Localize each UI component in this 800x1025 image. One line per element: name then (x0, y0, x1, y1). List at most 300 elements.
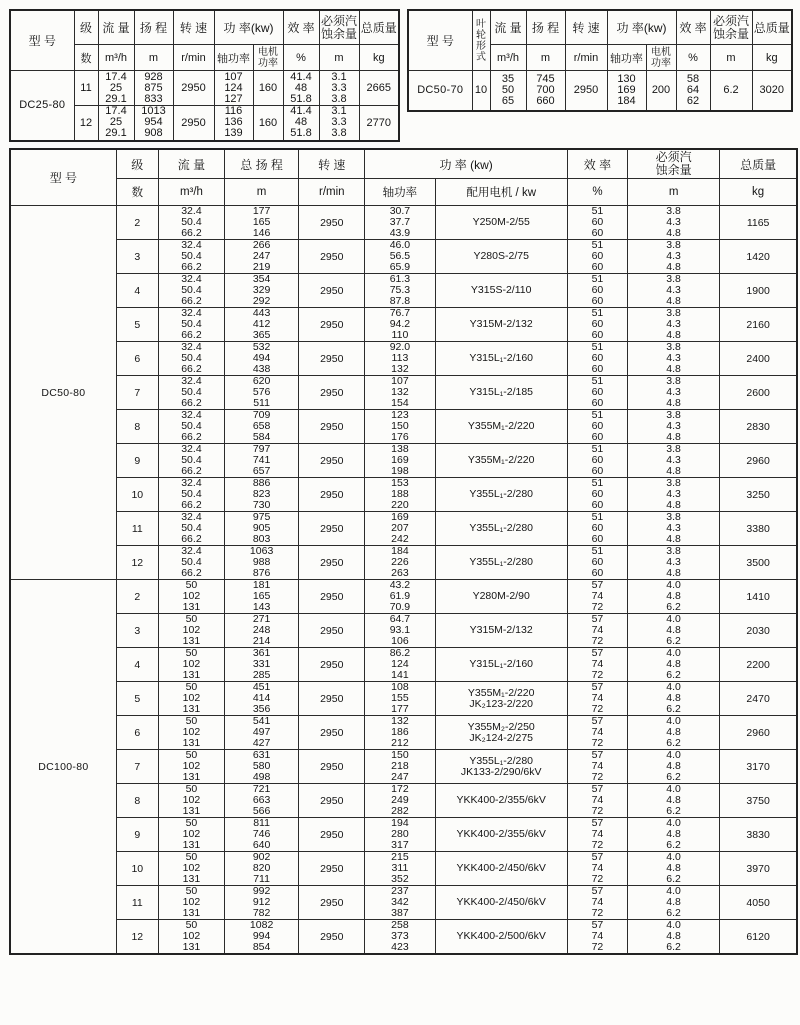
cell-npsh (628, 886, 720, 920)
cell-line: 41.4 (290, 105, 312, 118)
cell-line: 3.8 (666, 307, 681, 319)
cell-speed: 2950 (299, 614, 365, 648)
cell-line: 6.2 (666, 737, 681, 749)
cell-line: 640 (252, 839, 271, 851)
cell-line: 51 (591, 477, 604, 489)
cell-mass: 6120 (720, 920, 797, 955)
cell-line: 60 (591, 567, 604, 579)
cell-shaft (365, 886, 435, 920)
col-header-speed: 转 速 (173, 10, 214, 45)
cell-line: 70.9 (389, 601, 411, 613)
cell-line: 74 (591, 590, 604, 602)
npsh-label-line1: 必须汽 (712, 13, 749, 28)
cell-line: 48 (294, 81, 308, 94)
cell-stages: 11 (74, 71, 98, 106)
table-row (10, 478, 797, 512)
cell-line: 212 (391, 737, 409, 749)
cell-line: 131 (182, 907, 201, 919)
cell-line: 131 (182, 601, 201, 613)
cell-npsh (628, 818, 720, 852)
cell-motor (435, 750, 567, 784)
cell-line: 6.2 (666, 669, 681, 681)
cell-speed: 2950 (173, 71, 214, 106)
cell-npsh (628, 580, 720, 614)
cell-line: 72 (591, 669, 604, 681)
cell-flow (158, 818, 224, 852)
cell-line: 4.0 (666, 613, 681, 625)
cell-npsh (628, 376, 720, 410)
cell-line: 271 (252, 613, 271, 625)
cell-line: 131 (182, 703, 201, 715)
cell-line: 74 (591, 794, 604, 806)
cell-line: YKK400-2/355/6kV (456, 794, 546, 806)
cell-line: 50 (185, 783, 198, 795)
cell-eff (567, 308, 627, 342)
cell-stages: 7 (116, 376, 158, 410)
cell-motor (435, 886, 567, 920)
cell-mass: 2200 (720, 648, 797, 682)
cell-stages: 12 (116, 546, 158, 580)
cell-motor (435, 580, 567, 614)
cell-line: 329 (252, 284, 271, 296)
col-header-eff-unit: % (283, 45, 319, 71)
cell-line: 94.2 (389, 318, 411, 330)
cell-flow (98, 71, 134, 106)
cell-line: 131 (182, 839, 201, 851)
cell-npsh (628, 274, 720, 308)
cell-shaft (365, 648, 435, 682)
cell-line: 194 (391, 817, 409, 829)
col-header-mass: 总质量 (720, 149, 797, 179)
cell-line: 74 (591, 930, 604, 942)
cell-eff (567, 648, 627, 682)
cell-line: 220 (391, 499, 409, 511)
cell-speed: 2950 (299, 308, 365, 342)
table-row (10, 376, 797, 410)
cell-speed: 2950 (299, 444, 365, 478)
cell-npsh (628, 920, 720, 955)
cell-eff (567, 206, 627, 240)
col-header-npsh (319, 10, 359, 45)
cell-line: 51 (591, 443, 604, 455)
cell-line: 3.8 (331, 127, 347, 140)
cell-line: 50 (185, 919, 198, 931)
cell-line: 50.4 (181, 454, 202, 466)
cell-line: 4.0 (666, 579, 681, 591)
cell-line: Y250M-2/55 (472, 216, 530, 228)
cell-shaft (607, 71, 646, 111)
cell-line: 414 (252, 692, 271, 704)
cell-line: 4.8 (666, 760, 681, 772)
cell-line: 3.8 (666, 545, 681, 557)
cell-eff (567, 342, 627, 376)
cell-line: 50.4 (181, 488, 202, 500)
cell-line: 177 (252, 205, 271, 217)
cell-line: 6.2 (666, 703, 681, 715)
cell-line: 131 (182, 635, 201, 647)
cell-npsh (628, 410, 720, 444)
cell-line: Y315L₁-2/160 (469, 658, 534, 670)
cell-line: 247 (252, 250, 271, 262)
cell-motor (435, 342, 567, 376)
cell-line: 177 (391, 703, 409, 715)
col-header-speed: 转 速 (299, 149, 365, 179)
cell-flow (158, 512, 224, 546)
cell-mass: 4050 (720, 886, 797, 920)
cell-head (225, 410, 299, 444)
cell-line: 427 (252, 737, 271, 749)
cell-mass: 3970 (720, 852, 797, 886)
col-header-mass-unit: kg (752, 45, 792, 71)
cell-motor (435, 512, 567, 546)
cell-line: 584 (252, 431, 271, 443)
cell-line: 4.0 (666, 749, 681, 761)
cell-line: 60 (591, 499, 604, 511)
cell-line: 6.2 (666, 839, 681, 851)
cell-line: 74 (591, 862, 604, 874)
cell-line: 51 (591, 307, 604, 319)
cell-head (225, 342, 299, 376)
cell-line: 32.4 (181, 545, 202, 557)
cell-model: DC25-80 (10, 71, 74, 141)
table-row (10, 206, 797, 240)
cell-line: 803 (252, 533, 271, 545)
cell-line: 131 (182, 805, 201, 817)
col-header-npsh (710, 10, 752, 45)
cell-eff (283, 106, 319, 141)
cell-line: 102 (182, 896, 201, 908)
cell-motor (435, 648, 567, 682)
cell-flow (158, 376, 224, 410)
cell-eff (567, 444, 627, 478)
cell-line: 4.3 (666, 522, 681, 534)
cell-stages: 2 (116, 580, 158, 614)
cell-npsh (628, 308, 720, 342)
table-row (10, 71, 399, 106)
cell-flow (158, 750, 224, 784)
cell-flow (158, 852, 224, 886)
cell-speed: 2950 (173, 106, 214, 141)
cell-line: 51 (591, 205, 604, 217)
cell-line: Y355M₁-2/220 (467, 454, 535, 466)
cell-line: 60 (591, 227, 604, 239)
impeller-label-char: 叶 (476, 18, 486, 30)
cell-shaft (365, 580, 435, 614)
cell-stages: 10 (116, 852, 158, 886)
cell-speed: 2950 (299, 546, 365, 580)
cell-line: 60 (591, 465, 604, 477)
cell-line: Y355M₁-2/220 (467, 420, 535, 432)
cell-line: 66.2 (181, 329, 202, 341)
cell-mass: 3380 (720, 512, 797, 546)
cell-line: 658 (252, 420, 271, 432)
cell-line: 412 (252, 318, 271, 330)
cell-line: 57 (591, 817, 604, 829)
col-header-npsh-unit: m (710, 45, 752, 71)
cell-motor (435, 308, 567, 342)
cell-flow (158, 410, 224, 444)
cell-flow (158, 682, 224, 716)
cell-line: 365 (252, 329, 271, 341)
table-dc25-80 (9, 9, 400, 142)
cell-line: 902 (252, 851, 271, 863)
cell-line: 51.8 (290, 127, 312, 140)
cell-line: 143 (252, 601, 271, 613)
cell-line: 4.3 (666, 216, 681, 228)
cell-motor: 160 (253, 71, 283, 106)
cell-line: 72 (591, 601, 604, 613)
cell-line: 4.3 (666, 556, 681, 568)
cell-line: 1013 (141, 105, 166, 118)
cell-eff (567, 580, 627, 614)
cell-motor (435, 818, 567, 852)
cell-line: 50.4 (181, 556, 202, 568)
cell-line: 373 (391, 930, 409, 942)
cell-npsh (628, 546, 720, 580)
table-row (10, 886, 797, 920)
cell-speed: 2950 (299, 784, 365, 818)
cell-eff (567, 716, 627, 750)
cell-line: 6.2 (666, 907, 681, 919)
cell-line: 4.8 (666, 363, 681, 375)
cell-line: 50 (185, 681, 198, 693)
cell-line: 72 (591, 635, 604, 647)
cell-flow (158, 342, 224, 376)
cell-npsh (628, 852, 720, 886)
cell-speed: 2950 (299, 818, 365, 852)
cell-head (225, 886, 299, 920)
cell-mass: 3170 (720, 750, 797, 784)
cell-speed: 2950 (299, 206, 365, 240)
cell-line: 17.4 (105, 105, 127, 118)
cell-flow (158, 206, 224, 240)
cell-line: 1063 (249, 545, 274, 557)
cell-line: 60 (591, 318, 604, 330)
npsh-label-line1: 必须汽 (320, 13, 357, 28)
cell-line: 172 (391, 783, 409, 795)
cell-line: 74 (591, 828, 604, 840)
cell-motor (435, 920, 567, 955)
col-header-flow-unit: m³/h (98, 45, 134, 71)
cell-head (225, 682, 299, 716)
table-row (10, 274, 797, 308)
cell-line: 663 (252, 794, 271, 806)
cell-line: 50.4 (181, 352, 202, 364)
cell-line: 4.8 (666, 896, 681, 908)
cell-model: DC100-80 (10, 580, 116, 955)
cell-line: 50 (501, 83, 515, 96)
cell-motor (435, 376, 567, 410)
cell-speed: 2950 (299, 342, 365, 376)
cell-line: 1082 (249, 919, 274, 931)
cell-line: 317 (391, 839, 409, 851)
cell-line: Y315S-2/110 (470, 284, 532, 296)
cell-line: 215 (391, 851, 409, 863)
cell-speed: 2950 (299, 478, 365, 512)
cell-line: 102 (182, 726, 201, 738)
cell-line: 4.8 (666, 590, 681, 602)
table-row (10, 410, 797, 444)
col-header-shaft-power: 轴功率 (607, 45, 646, 71)
cell-line: 6.2 (666, 771, 681, 783)
col-header-impeller (472, 10, 490, 71)
col-header-head: 扬 程 (526, 10, 565, 45)
cell-eff (567, 376, 627, 410)
cell-mass: 3020 (752, 71, 792, 111)
cell-line: 741 (252, 454, 271, 466)
cell-speed: 2950 (299, 376, 365, 410)
col-header-motor-power (646, 45, 676, 71)
cell-line: 3.1 (331, 70, 347, 83)
cell-line: 4.3 (666, 420, 681, 432)
cell-line: 141 (391, 669, 409, 681)
table-row (10, 852, 797, 886)
cell-line: 72 (591, 703, 604, 715)
cell-line: 58 (686, 72, 700, 85)
cell-motor (435, 682, 567, 716)
cell-line: 113 (391, 352, 409, 364)
npsh-label-line2: 蚀余量 (712, 26, 749, 41)
cell-line: 4.8 (666, 567, 681, 579)
cell-shaft (214, 106, 253, 141)
cell-stages: 6 (116, 716, 158, 750)
cell-line: 214 (252, 635, 271, 647)
cell-line: 25 (109, 116, 123, 129)
cell-stages: 12 (74, 106, 98, 141)
cell-line: 954 (144, 116, 163, 129)
col-header-stages: 级 (74, 10, 98, 45)
cell-head (225, 920, 299, 955)
cell-line: 92.0 (389, 341, 411, 353)
cell-line: 4.8 (666, 658, 681, 670)
col-header-npsh (628, 149, 720, 179)
cell-line: 988 (252, 556, 271, 568)
cell-line: 3.8 (666, 409, 681, 421)
cell-line: 66.2 (181, 431, 202, 443)
cell-eff (567, 512, 627, 546)
cell-line: 25 (109, 81, 123, 94)
table-row (10, 784, 797, 818)
col-header-stages-unit: 数 (116, 179, 158, 206)
cell-line: 443 (252, 307, 271, 319)
col-header-model: 型 号 (10, 10, 74, 71)
cell-line: 64 (686, 83, 700, 96)
cell-eff (567, 410, 627, 444)
cell-line: 657 (252, 465, 271, 477)
cell-line: 72 (591, 907, 604, 919)
cell-line: 32.4 (181, 205, 202, 217)
cell-line: 992 (252, 885, 271, 897)
cell-mass: 2470 (720, 682, 797, 716)
col-header-stages-unit: 数 (74, 45, 98, 71)
cell-line: 60 (591, 295, 604, 307)
cell-line: 102 (182, 930, 201, 942)
cell-line: 3.8 (666, 205, 681, 217)
cell-head (225, 648, 299, 682)
cell-line: 4.8 (666, 499, 681, 511)
cell-line: 50.4 (181, 386, 202, 398)
cell-line: 218 (391, 760, 409, 772)
cell-line: 709 (252, 409, 271, 421)
cell-line: 60 (591, 397, 604, 409)
motor-label-line1: 电机 (258, 46, 278, 58)
cell-shaft (365, 444, 435, 478)
cell-line: 60 (591, 386, 604, 398)
top-tables-row (9, 9, 793, 142)
col-header-flow: 流 量 (490, 10, 526, 45)
col-header-npsh-unit: m (319, 45, 359, 71)
cell-line: 3.1 (331, 105, 347, 118)
cell-line: 576 (252, 386, 271, 398)
cell-npsh (319, 106, 359, 141)
cell-head (225, 546, 299, 580)
col-header-mass: 总质量 (752, 10, 792, 45)
cell-shaft (365, 240, 435, 274)
cell-line: 266 (252, 239, 271, 251)
cell-model: DC50-80 (10, 206, 116, 580)
cell-line: 4.0 (666, 885, 681, 897)
table-row (10, 648, 797, 682)
cell-line: 580 (252, 760, 271, 772)
cell-speed: 2950 (299, 240, 365, 274)
cell-line: 102 (182, 828, 201, 840)
cell-line: 57 (591, 579, 604, 591)
cell-line: 72 (591, 941, 604, 953)
impeller-label-char: 形 (476, 40, 486, 52)
cell-line: 875 (144, 81, 163, 94)
cell-npsh (628, 512, 720, 546)
cell-line: 102 (182, 862, 201, 874)
cell-eff (567, 852, 627, 886)
cell-line: 4.8 (666, 726, 681, 738)
cell-mass: 3750 (720, 784, 797, 818)
cell-mass: 3250 (720, 478, 797, 512)
cell-line: 4.8 (666, 862, 681, 874)
cell-line: 905 (252, 522, 271, 534)
cell-line: 3.8 (666, 511, 681, 523)
cell-line: 620 (252, 375, 271, 387)
cell-eff (567, 920, 627, 955)
cell-line: 4.3 (666, 454, 681, 466)
table-row (10, 444, 797, 478)
cell-line: 782 (252, 907, 271, 919)
cell-line: 32.4 (181, 511, 202, 523)
cell-line: 219 (252, 261, 271, 273)
cell-line: 146 (252, 227, 271, 239)
cell-motor: 200 (646, 71, 676, 111)
cell-line: 50 (185, 715, 198, 727)
cell-line: 242 (391, 533, 409, 545)
col-header-eff-unit: % (567, 179, 627, 206)
cell-line: 127 (224, 92, 243, 105)
cell-stages: 10 (116, 478, 158, 512)
cell-line: 37.7 (389, 216, 411, 228)
cell-line: 32.4 (181, 307, 202, 319)
cell-shaft (365, 920, 435, 955)
cell-line: 66.2 (181, 499, 202, 511)
col-header-speed: 转 速 (565, 10, 607, 45)
cell-line: 4.8 (666, 692, 681, 704)
cell-line: 237 (391, 885, 409, 897)
cell-line: 352 (391, 873, 409, 885)
col-header-power: 功 率(kw) (214, 10, 283, 45)
cell-line: 342 (391, 896, 409, 908)
cell-line: 57 (591, 919, 604, 931)
cell-eff (567, 240, 627, 274)
col-header-speed-unit: r/min (173, 45, 214, 71)
cell-motor (435, 784, 567, 818)
cell-motor (435, 478, 567, 512)
